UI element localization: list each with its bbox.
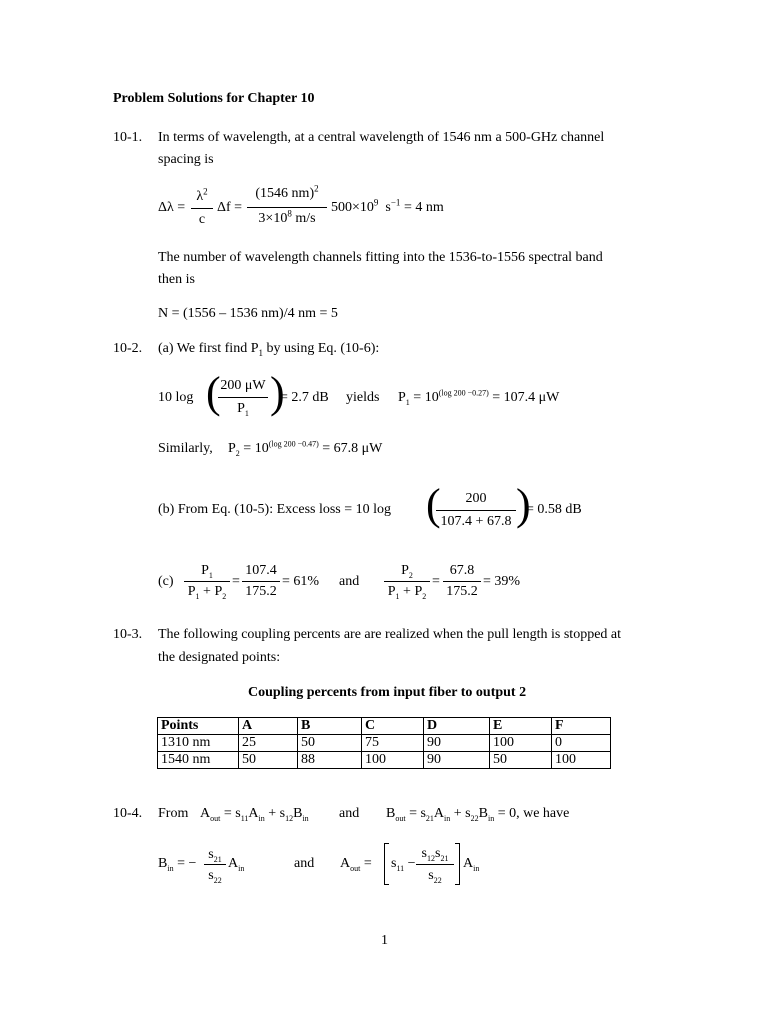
table-header-cell: E [490,718,552,735]
coupling-table [157,717,611,769]
problem-10-3-line2: the designated points: [158,650,281,665]
problem-10-2-number: 10-2. [113,341,143,356]
page-title: Problem Solutions for Chapter 10 [113,91,315,106]
table-cell: 50 [239,752,298,769]
table-cell: 50 [490,752,552,769]
table-cell: 100 [362,752,424,769]
problem-10-1-text2-line1: The number of wavelength channels fitting into the 1536-to-1556 spectral band [158,250,603,265]
table-cell: 90 [424,735,490,752]
table-cell: 50 [298,735,362,752]
table-header-cell: D [424,718,490,735]
table-header-cell: Points [158,718,239,735]
table-cell: 0 [552,735,611,752]
table-cell: 25 [239,735,298,752]
page-number: 1 [381,933,388,948]
equation-channel-count: N = (1556 – 1536 nm)/4 nm = 5 [158,306,338,321]
table-header-row [158,718,611,735]
table-cell: 88 [298,752,362,769]
and-label: and [294,856,315,871]
table-header-cell: A [239,718,298,735]
table-row [158,735,611,752]
table-cell: 75 [362,735,424,752]
problem-10-3-number: 10-3. [113,627,143,642]
problem-10-3-line1: The following coupling percents are are realized when the pull length is stopped at [158,627,622,642]
document-page: Problem Solutions for Chapter 10 10-1. In terms of wavelength, at a central wavelength of 1546 nm a 500-GHz channel spacing is Δλ = $\lambda^2$ c Δf = (1546 nm)$^2$ $3\times 10^8$ m/s $500\times 10^9$ $s^{-1} = 4$ nm The number of wavelength channels fitting into the 1536-to-1556 spectral band then is N = (1556 – 1536 nm)/4 nm = 5 10-2. (a) We first find $P_1$ by using Eq. (10-6): 10 log ( 200 μW $P_1$ ) = 2.7 dB yields $P_1 = 10^{(log 200 -0.27)} = 107.4$ μW Similarly, $P_2 = 10^{(log 200 -0.47)} = 67.8$ μW (b) From Eq. (10-5): Excess loss = 10 log ( 200 107.4 + 67.8 ) = 0.58 dB (c) $P_1$ $P_1 + P_2$ = 107.4 175.2 = 61% and $P_2$ $P_1 + P_2$ = 67.8 175.2 = 39% 10-3. The following coupling percents are are realized when the pull length is stopped at the designated points: Coupling percents from input fiber to output 2 Points A B C D E F 1310 nm 25 50 75 90 100 0 1540 nm 50 88 100 90 50 100 10-4. From $A_{out} = s_{11}A_{in} + s_{12}B_{in}$ and $B_{out} = s_{21}A_{in} + s_{22}B_{in} = 0$, we have $B_{in}$ = − $s_{21}$ $s_{22}$ $A_{in}$ and $A_{out}$ = $s_{11}$ − $s_{12}s_{21}$ $s_{22}$ $A_{in}$ 1 [113,91,622,948]
table-cell: 100 [552,752,611,769]
problem-10-2-part-a: (a) We first find $P_1$ by using Eq. (10-6): [158,341,380,358]
problem-10-1-number: 10-1. [113,130,143,145]
table-header-cell: B [298,718,362,735]
problem-10-1-line1: In terms of wavelength, at a central wavelength of 1546 nm a 500-GHz channel [158,130,605,145]
table-cell: 90 [424,752,490,769]
table-header-cell: C [362,718,424,735]
problem-10-4-number: 10-4. [113,806,143,821]
table-row [158,752,611,769]
table-cell: 100 [490,735,552,752]
table-header-cell: F [552,718,611,735]
table-cell: 1540 nm [158,752,239,769]
table-title: Coupling percents from input fiber to output 2 [248,685,527,700]
problem-10-1-line2: spacing is [158,152,214,167]
table-cell: 1310 nm [158,735,239,752]
problem-10-1-text2-line2: then is [158,272,195,287]
